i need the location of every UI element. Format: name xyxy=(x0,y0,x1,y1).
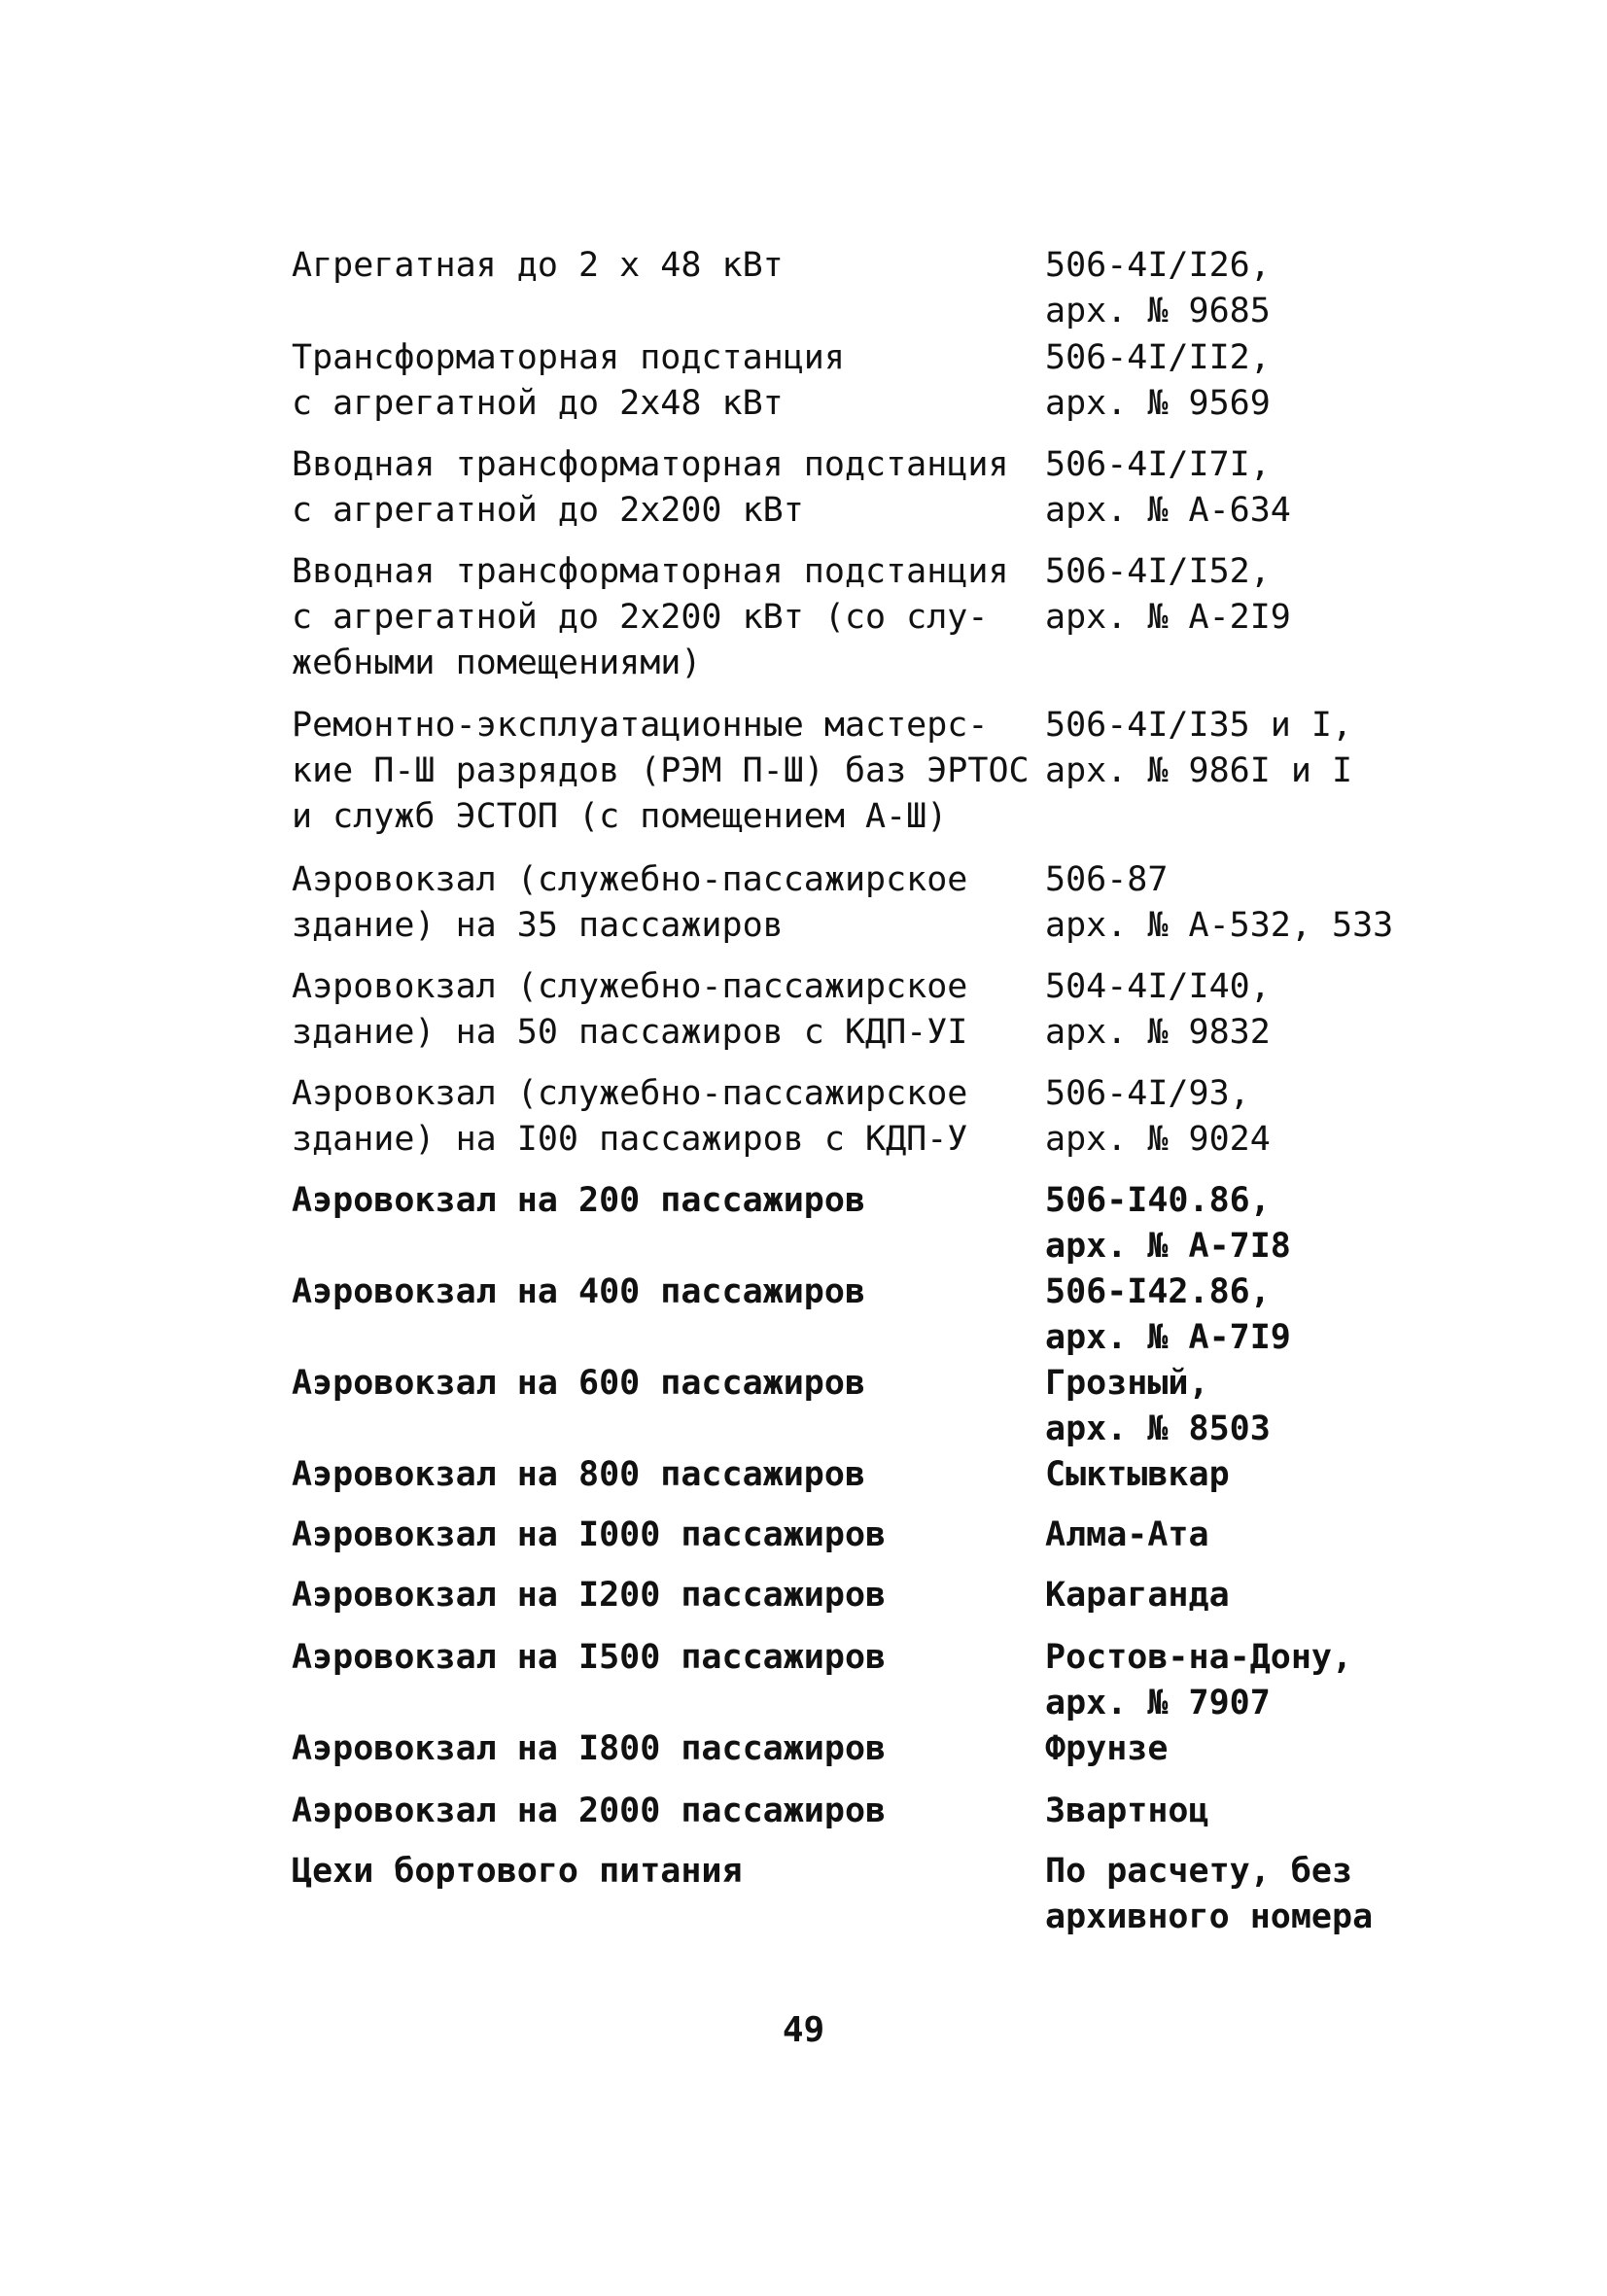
project-reference: По расчету, без архивного номера xyxy=(1045,1852,1374,1936)
project-reference: 506-4I/I7I, арх. № А-634 xyxy=(1045,445,1291,530)
facility-name: Аэровокзал на I800 пассажиров xyxy=(292,1729,887,1768)
page-number: 49 xyxy=(782,2010,825,2050)
facility-name: Аэровокзал на I000 пассажиров xyxy=(292,1515,887,1554)
facility-name: Вводная трансформаторная подстанция с агрегатной до 2х200 кВт (со слу- жебными помещениями) xyxy=(292,552,1009,682)
project-reference: 506-4I/I52, арх. № А-2I9 xyxy=(1045,552,1291,637)
facility-name: Трансформаторная подстанция с агрегатной до 2х48 кВт xyxy=(292,338,845,423)
facility-name: Аэровокзал на 400 пассажиров xyxy=(292,1272,866,1311)
facility-name: Аэровокзал на I500 пассажиров xyxy=(292,1638,887,1677)
project-reference: 506-I42.86, арх. № А-7I9 xyxy=(1045,1272,1291,1357)
project-reference: 506-87 арх. № А-532, 533 xyxy=(1045,860,1394,945)
project-reference: Звартноц xyxy=(1045,1792,1209,1830)
project-reference: 506-4I/I26, арх. № 9685 xyxy=(1045,246,1271,330)
facility-name: Аэровокзал на 2000 пассажиров xyxy=(292,1792,887,1830)
facility-name: Аэровокзал (служебно-пассажирское здание) на I00 пассажиров с КДП-У xyxy=(292,1074,968,1159)
facility-name: Вводная трансформаторная подстанция с агрегатной до 2х200 кВт xyxy=(292,445,1009,530)
project-reference: 506-I40.86, арх. № А-7I8 xyxy=(1045,1181,1291,1266)
project-reference: 504-4I/I40, арх. № 9832 xyxy=(1045,967,1271,1052)
facility-name: Аэровокзал на 800 пассажиров xyxy=(292,1455,866,1494)
project-reference: 506-4I/93, арх. № 9024 xyxy=(1045,1074,1271,1159)
project-reference: Караганда xyxy=(1045,1576,1230,1615)
project-reference: 506-4I/I35 и I, арх. № 986I и I xyxy=(1045,706,1353,790)
project-reference: Алма-Ата xyxy=(1045,1515,1209,1554)
facility-name: Аэровокзал на 600 пассажиров xyxy=(292,1364,866,1403)
project-reference: 506-4I/II2, арх. № 9569 xyxy=(1045,338,1271,423)
facility-name: Аэровокзал на I200 пассажиров xyxy=(292,1576,887,1615)
facility-name: Ремонтно-эксплуатационные мастерс- кие П-Ш разрядов (РЭМ П-Ш) баз ЭРТОС и служб ЭСТОП (с помещением А-Ш) xyxy=(292,706,1030,836)
facility-name: Цехи бортового питания xyxy=(292,1852,743,1891)
facility-name: Аэровокзал (служебно-пассажирское здание) на 35 пассажиров xyxy=(292,860,968,945)
project-reference: Фрунзе xyxy=(1045,1729,1169,1768)
facility-name: Агрегатная до 2 х 48 кВт xyxy=(292,246,784,285)
project-reference: Ростов-на-Дону, арх. № 7907 xyxy=(1045,1638,1353,1722)
facility-name: Аэровокзал на 200 пассажиров xyxy=(292,1181,866,1220)
project-reference: Грозный, арх. № 8503 xyxy=(1045,1364,1271,1448)
facility-name: Аэровокзал (служебно-пассажирское здание) на 50 пассажиров с КДП-УI xyxy=(292,967,968,1052)
project-reference: Сыктывкар xyxy=(1045,1455,1230,1494)
